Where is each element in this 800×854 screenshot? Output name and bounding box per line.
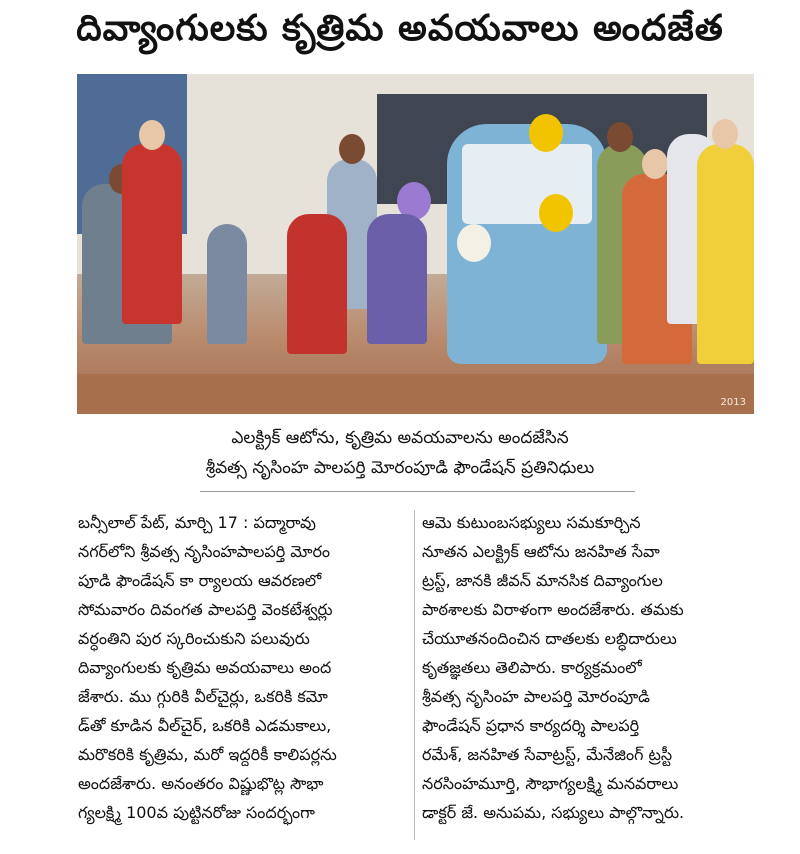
article-line: వర్ధంతిని పుర స్కరించుకుని పలువురు — [78, 629, 310, 648]
article-line: పాఠశాలకు విరాళంగా అందజేశారు. తమకు — [422, 600, 684, 619]
article-line: రమేశ్, జనహిత సేవాట్రస్ట్, మేనేజింగ్ ట్రస్టీ — [422, 745, 673, 764]
article-line: ఫౌండేషన్ ప్రధాన కార్యదర్శి పాలపర్తి — [422, 716, 640, 735]
article-line: జేశారు. ము గ్గురికి వీల్‌చైర్లు, ఒకరికి కమో — [78, 687, 328, 706]
photo-caption-line-2: శ్రీవత్స నృసింహ పాలపర్తి మోరంపూడి ఫౌండేషన్ ప్రతినిధులు — [205, 458, 595, 478]
article-line: మరొకరికి కృత్రిమ, మరో ఇద్దరికీ కాలిపర్లను — [78, 745, 337, 764]
article-line: దివ్యాంగులకు కృత్రిమ అవయవాలు అంద — [78, 658, 332, 677]
article-line: చేయూతనందించిన దాతలకు లబ్ధిదారులు — [422, 629, 677, 648]
article-line: డ్‌తో కూడిన వీల్‌చైర్, ఒకరికి ఎడమకాలు, — [78, 716, 332, 735]
article-column-right — [422, 508, 754, 827]
photo-caption-line-1: ఎలక్ట్రిక్ ఆటోను, కృత్రిమ అవయవాలను అందజేసిన — [231, 428, 569, 448]
person-woman-purple — [367, 214, 427, 344]
balloon-white — [457, 224, 491, 262]
article-line: శ్రీవత్స నృసింహ పాలపర్తి మోరంపూడి — [422, 687, 650, 706]
person-head — [642, 149, 668, 179]
person-head — [339, 134, 365, 164]
article-line: నూతన ఎలక్ట్రిక్ ఆటోను జనహిత సేవా — [422, 542, 660, 561]
article-line: ఆమె కుటుంబసభ్యులు సమకూర్చిన — [422, 513, 641, 532]
person-child — [207, 224, 247, 344]
article-line: నగర్‌లోని శ్రీవత్స నృసింహపాలపర్తి మోరం — [78, 542, 331, 561]
article-line: సోమవారం దివంగత పాలపర్తి వెంకటేశ్వర్లు — [78, 600, 333, 619]
article-line: అందజేశారు. అనంతరం విష్ణుభొట్ల సౌభా — [78, 774, 324, 793]
article-line: ట్రస్ట్, జానకి జీవన్ మానసిక దివ్యాంగుల — [422, 571, 663, 590]
photo-floor — [77, 374, 754, 414]
article-line: పూడి ఫౌండేషన్ కా ర్యాలయ ఆవరణలో — [78, 571, 322, 590]
article-line: గ్యలక్ష్మి 100వ పుట్టినరోజు సందర్భంగా — [78, 803, 315, 822]
column-divider — [414, 510, 415, 840]
article-line: కృతజ్ఞతలు తెలిపారు. కార్యక్రమంలో — [422, 658, 642, 677]
article-line: బన్సీలాల్ పేట్, మార్చి 17 : పద్మారావు — [78, 513, 317, 532]
article-line: డాక్టర్ జే. అనుపమ, సభ్యులు పాల్గొన్నారు. — [422, 803, 685, 822]
person-head — [712, 119, 738, 149]
person-head — [139, 120, 165, 150]
person-red-shirt — [122, 144, 182, 324]
article-line: నరసింహమూర్తి, సౌభాగ్యలక్ష్మి మనవరాలు — [422, 774, 679, 793]
article-column-left — [78, 508, 408, 827]
person-yellow-kurta — [697, 144, 754, 364]
photo-stamp: 2013 — [720, 397, 746, 408]
person-head — [607, 122, 633, 152]
headline: దివ్యాంగులకు కృత్రిమ అవయవాలు అందజేత — [76, 8, 724, 49]
balloon-yellow — [529, 114, 563, 152]
news-photo — [77, 74, 754, 414]
person-woman-red-sari — [287, 214, 347, 354]
balloon-yellow-2 — [539, 194, 573, 232]
caption-rule — [200, 491, 635, 492]
